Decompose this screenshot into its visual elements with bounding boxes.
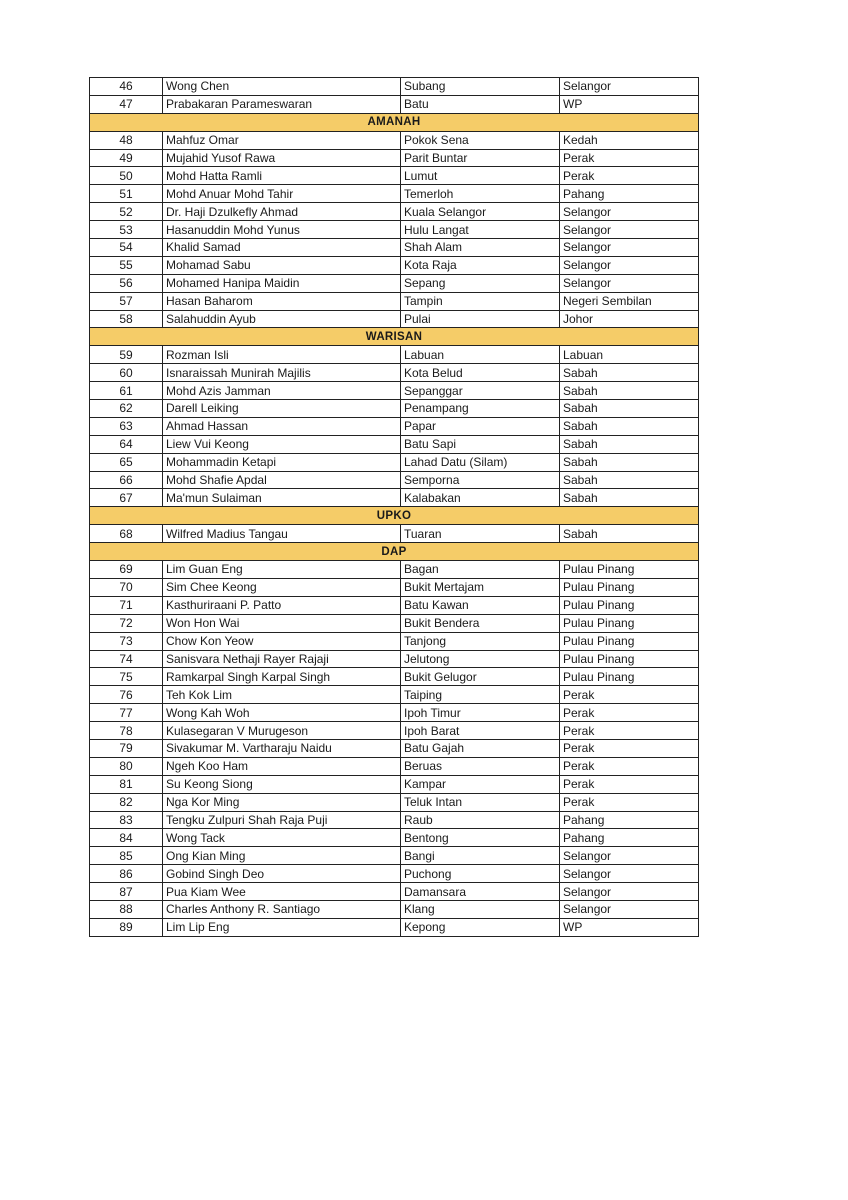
party-section-header: [90, 328, 699, 346]
state: Perak: [560, 775, 699, 793]
member-name: Pua Kiam Wee: [163, 883, 401, 901]
table-row: [90, 757, 699, 775]
table-row: [90, 918, 699, 936]
member-name: Liew Vui Keong: [163, 435, 401, 453]
table-row: [90, 274, 699, 292]
member-name: Sanisvara Nethaji Rayer Rajaji: [163, 650, 401, 668]
row-number: 71: [90, 596, 163, 614]
table-row: [90, 668, 699, 686]
row-number: 53: [90, 221, 163, 239]
row-number: 72: [90, 614, 163, 632]
row-number: 73: [90, 632, 163, 650]
state: Sabah: [560, 471, 699, 489]
constituency: Kota Raja: [401, 256, 560, 274]
row-number: 51: [90, 185, 163, 203]
table-row: [90, 203, 699, 221]
member-name: Isnaraissah Munirah Majilis: [163, 364, 401, 382]
member-name: Ngeh Koo Ham: [163, 757, 401, 775]
row-number: 87: [90, 883, 163, 901]
row-number: 52: [90, 203, 163, 221]
member-name: Nga Kor Ming: [163, 793, 401, 811]
row-number: 67: [90, 489, 163, 507]
constituency: Bukit Bendera: [401, 614, 560, 632]
table-row: [90, 596, 699, 614]
member-name: Ong Kian Ming: [163, 847, 401, 865]
constituency: Pokok Sena: [401, 131, 560, 149]
constituency: Bentong: [401, 829, 560, 847]
constituency: Tanjong: [401, 632, 560, 650]
state: Sabah: [560, 489, 699, 507]
state: Selangor: [560, 203, 699, 221]
party-section-header: [90, 543, 699, 561]
row-number: 65: [90, 453, 163, 471]
table-row: [90, 525, 699, 543]
table-row: [90, 793, 699, 811]
constituency: Damansara: [401, 883, 560, 901]
table-row: [90, 400, 699, 418]
row-number: 62: [90, 400, 163, 418]
table-row: [90, 561, 699, 579]
constituency: Temerloh: [401, 185, 560, 203]
table-row: [90, 167, 699, 185]
state: Pulau Pinang: [560, 578, 699, 596]
constituency: Bukit Gelugor: [401, 668, 560, 686]
row-number: 60: [90, 364, 163, 382]
constituency: Bangi: [401, 847, 560, 865]
table-row: [90, 185, 699, 203]
constituency: Tuaran: [401, 525, 560, 543]
constituency: Jelutong: [401, 650, 560, 668]
row-number: 69: [90, 561, 163, 579]
constituency: Lumut: [401, 167, 560, 185]
member-name: Chow Kon Yeow: [163, 632, 401, 650]
table-row: [90, 310, 699, 328]
table-row: [90, 417, 699, 435]
party-name: DAP: [90, 543, 699, 561]
party-name: WARISAN: [90, 328, 699, 346]
table-row: [90, 149, 699, 167]
row-number: 82: [90, 793, 163, 811]
row-number: 63: [90, 417, 163, 435]
state: Selangor: [560, 865, 699, 883]
state: Selangor: [560, 883, 699, 901]
state: Selangor: [560, 256, 699, 274]
party-section-header: [90, 113, 699, 131]
constituency: Sepanggar: [401, 382, 560, 400]
table-row: [90, 95, 699, 113]
table-row: [90, 829, 699, 847]
constituency: Bukit Mertajam: [401, 578, 560, 596]
row-number: 48: [90, 131, 163, 149]
table-row: [90, 221, 699, 239]
constituency: Subang: [401, 78, 560, 96]
table-row: [90, 775, 699, 793]
member-name: Tengku Zulpuri Shah Raja Puji: [163, 811, 401, 829]
table-row: [90, 471, 699, 489]
table-row: [90, 453, 699, 471]
table-row: [90, 346, 699, 364]
state: Negeri Sembilan: [560, 292, 699, 310]
constituency: Kota Belud: [401, 364, 560, 382]
table-row: [90, 650, 699, 668]
constituency: Ipoh Barat: [401, 722, 560, 740]
constituency: Batu Gajah: [401, 739, 560, 757]
state: Sabah: [560, 364, 699, 382]
party-name: AMANAH: [90, 113, 699, 131]
table-row: [90, 364, 699, 382]
constituency: Lahad Datu (Silam): [401, 453, 560, 471]
state: Sabah: [560, 435, 699, 453]
party-name: UPKO: [90, 507, 699, 525]
party-section-header: [90, 507, 699, 525]
member-name: Dr. Haji Dzulkefly Ahmad: [163, 203, 401, 221]
table-row: [90, 382, 699, 400]
state: Pulau Pinang: [560, 596, 699, 614]
table-row: [90, 78, 699, 96]
row-number: 49: [90, 149, 163, 167]
row-number: 81: [90, 775, 163, 793]
member-name: Mohammadin Ketapi: [163, 453, 401, 471]
member-name: Ma'mun Sulaiman: [163, 489, 401, 507]
state: Selangor: [560, 847, 699, 865]
state: Perak: [560, 704, 699, 722]
member-name: Wong Chen: [163, 78, 401, 96]
member-name: Gobind Singh Deo: [163, 865, 401, 883]
constituency: Kuala Selangor: [401, 203, 560, 221]
state: Perak: [560, 722, 699, 740]
table-row: [90, 847, 699, 865]
constituency: Papar: [401, 417, 560, 435]
constituency: Tampin: [401, 292, 560, 310]
state: Selangor: [560, 239, 699, 257]
row-number: 59: [90, 346, 163, 364]
row-number: 89: [90, 918, 163, 936]
member-name: Teh Kok Lim: [163, 686, 401, 704]
row-number: 64: [90, 435, 163, 453]
row-number: 85: [90, 847, 163, 865]
constituency: Hulu Langat: [401, 221, 560, 239]
row-number: 46: [90, 78, 163, 96]
member-name: Ahmad Hassan: [163, 417, 401, 435]
row-number: 84: [90, 829, 163, 847]
table-row: [90, 704, 699, 722]
table-row: [90, 865, 699, 883]
table-row: [90, 900, 699, 918]
row-number: 54: [90, 239, 163, 257]
state: Sabah: [560, 453, 699, 471]
member-name: Mohd Anuar Mohd Tahir: [163, 185, 401, 203]
constituency: Taiping: [401, 686, 560, 704]
constituency: Kepong: [401, 918, 560, 936]
table-row: [90, 292, 699, 310]
table-row: [90, 686, 699, 704]
constituency: Parit Buntar: [401, 149, 560, 167]
constituency: Penampang: [401, 400, 560, 418]
row-number: 78: [90, 722, 163, 740]
member-name: Khalid Samad: [163, 239, 401, 257]
member-name: Wilfred Madius Tangau: [163, 525, 401, 543]
state: Perak: [560, 686, 699, 704]
constituency: Semporna: [401, 471, 560, 489]
state: WP: [560, 918, 699, 936]
constituency: Pulai: [401, 310, 560, 328]
state: Perak: [560, 739, 699, 757]
member-name: Charles Anthony R. Santiago: [163, 900, 401, 918]
row-number: 70: [90, 578, 163, 596]
state: Sabah: [560, 417, 699, 435]
state: Pulau Pinang: [560, 614, 699, 632]
state: Selangor: [560, 274, 699, 292]
state: Johor: [560, 310, 699, 328]
member-name: Salahuddin Ayub: [163, 310, 401, 328]
constituency: Kalabakan: [401, 489, 560, 507]
state: Selangor: [560, 900, 699, 918]
member-name: Darell Leiking: [163, 400, 401, 418]
constituency: Puchong: [401, 865, 560, 883]
member-name: Hasanuddin Mohd Yunus: [163, 221, 401, 239]
table-row: [90, 811, 699, 829]
state: Pulau Pinang: [560, 632, 699, 650]
row-number: 80: [90, 757, 163, 775]
state: Perak: [560, 167, 699, 185]
table-row: [90, 131, 699, 149]
state: Perak: [560, 757, 699, 775]
member-name: Hasan Baharom: [163, 292, 401, 310]
state: Pahang: [560, 185, 699, 203]
state: Perak: [560, 793, 699, 811]
constituency: Teluk Intan: [401, 793, 560, 811]
member-name: Mohamad Sabu: [163, 256, 401, 274]
member-name: Mohd Azis Jamman: [163, 382, 401, 400]
table-row: [90, 632, 699, 650]
table-row: [90, 239, 699, 257]
member-name: Lim Lip Eng: [163, 918, 401, 936]
state: Sabah: [560, 382, 699, 400]
table-row: [90, 435, 699, 453]
state: Kedah: [560, 131, 699, 149]
constituency: Batu Sapi: [401, 435, 560, 453]
member-name: Rozman Isli: [163, 346, 401, 364]
member-name: Prabakaran Parameswaran: [163, 95, 401, 113]
state: Pulau Pinang: [560, 668, 699, 686]
member-name: Won Hon Wai: [163, 614, 401, 632]
member-name: Wong Tack: [163, 829, 401, 847]
row-number: 83: [90, 811, 163, 829]
row-number: 74: [90, 650, 163, 668]
row-number: 56: [90, 274, 163, 292]
row-number: 47: [90, 95, 163, 113]
member-name: Sim Chee Keong: [163, 578, 401, 596]
member-table-body: [90, 78, 699, 937]
row-number: 79: [90, 739, 163, 757]
table-row: [90, 883, 699, 901]
constituency: Batu: [401, 95, 560, 113]
row-number: 50: [90, 167, 163, 185]
constituency: Bagan: [401, 561, 560, 579]
member-name: Kasthuriraani P. Patto: [163, 596, 401, 614]
state: Pahang: [560, 829, 699, 847]
state: Labuan: [560, 346, 699, 364]
row-number: 75: [90, 668, 163, 686]
member-name: Sivakumar M. Vartharaju Naidu: [163, 739, 401, 757]
state: Sabah: [560, 525, 699, 543]
constituency: Kampar: [401, 775, 560, 793]
member-name: Ramkarpal Singh Karpal Singh: [163, 668, 401, 686]
table-row: [90, 256, 699, 274]
constituency: Labuan: [401, 346, 560, 364]
table-row: [90, 739, 699, 757]
member-name: Mohd Hatta Ramli: [163, 167, 401, 185]
state: Perak: [560, 149, 699, 167]
row-number: 66: [90, 471, 163, 489]
row-number: 61: [90, 382, 163, 400]
table-row: [90, 489, 699, 507]
state: Selangor: [560, 221, 699, 239]
table-row: [90, 614, 699, 632]
state: WP: [560, 95, 699, 113]
row-number: 68: [90, 525, 163, 543]
row-number: 76: [90, 686, 163, 704]
member-table: [89, 77, 699, 937]
constituency: Sepang: [401, 274, 560, 292]
state: Pahang: [560, 811, 699, 829]
member-name: Su Keong Siong: [163, 775, 401, 793]
table-row: [90, 578, 699, 596]
row-number: 57: [90, 292, 163, 310]
constituency: Batu Kawan: [401, 596, 560, 614]
member-name: Lim Guan Eng: [163, 561, 401, 579]
member-name: Mohd Shafie Apdal: [163, 471, 401, 489]
constituency: Raub: [401, 811, 560, 829]
constituency: Beruas: [401, 757, 560, 775]
constituency: Ipoh Timur: [401, 704, 560, 722]
member-name: Mujahid Yusof Rawa: [163, 149, 401, 167]
state: Pulau Pinang: [560, 650, 699, 668]
row-number: 77: [90, 704, 163, 722]
member-name: Mahfuz Omar: [163, 131, 401, 149]
row-number: 58: [90, 310, 163, 328]
state: Selangor: [560, 78, 699, 96]
member-name: Mohamed Hanipa Maidin: [163, 274, 401, 292]
state: Pulau Pinang: [560, 561, 699, 579]
row-number: 55: [90, 256, 163, 274]
member-name: Wong Kah Woh: [163, 704, 401, 722]
constituency: Shah Alam: [401, 239, 560, 257]
table-row: [90, 722, 699, 740]
constituency: Klang: [401, 900, 560, 918]
row-number: 86: [90, 865, 163, 883]
state: Sabah: [560, 400, 699, 418]
row-number: 88: [90, 900, 163, 918]
member-name: Kulasegaran V Murugeson: [163, 722, 401, 740]
